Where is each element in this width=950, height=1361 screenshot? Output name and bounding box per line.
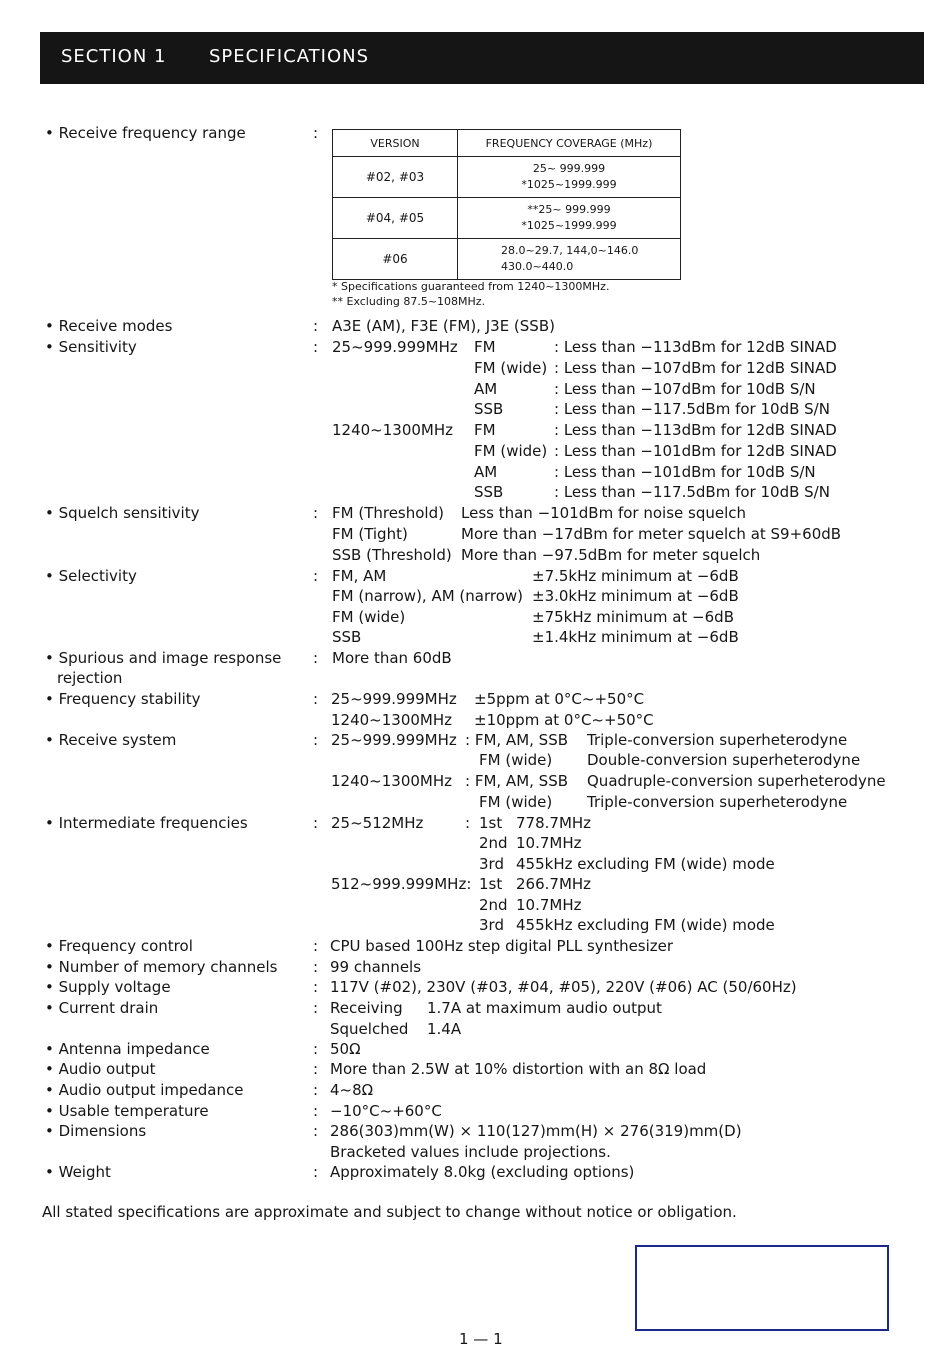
colon: : <box>313 937 319 955</box>
spec-label-supply-voltage: • Supply voltage <box>45 978 171 996</box>
mode-label: FM (wide) <box>474 442 548 460</box>
spec-label-receive-modes: • Receive modes <box>45 317 173 335</box>
mode-label: FM (wide) <box>332 608 406 626</box>
table-row <box>333 239 681 280</box>
spec-value-dimensions: 286(303)mm(W) × 110(127)mm(H) × 276(319)mm(D) <box>330 1122 742 1140</box>
mode-label: SSB <box>332 628 362 646</box>
mode-label: AM <box>474 380 498 398</box>
section-title: SPECIFICATIONS <box>209 46 370 67</box>
spec-label-squelch: • Squelch sensitivity <box>45 504 200 522</box>
col-coverage-header: FREQUENCY COVERAGE (MHz) <box>458 130 681 157</box>
mode-label: FM (wide) <box>479 751 553 769</box>
current-mode-label: Squelched <box>330 1020 409 1038</box>
mode-label: SSB (Threshold) <box>332 546 452 564</box>
colon: : <box>313 317 319 335</box>
if-order: 1st <box>479 875 503 893</box>
current-value: 1.4A <box>427 1020 462 1038</box>
colon: : <box>313 649 319 667</box>
spec-label-audio-output: • Audio output <box>45 1060 156 1078</box>
colon: : <box>313 124 319 142</box>
colon: : <box>313 731 319 749</box>
mode-label: FM (wide) <box>474 359 548 377</box>
spec-value-weight: Approximately 8.0kg (excluding options) <box>330 1163 635 1181</box>
mode-label: FM, AM <box>332 567 387 585</box>
table-header-row <box>333 130 681 157</box>
colon: : <box>313 1163 319 1181</box>
band-label: 1240~1300MHz <box>331 772 453 790</box>
colon: : <box>313 1060 319 1078</box>
sensitivity-value: : Less than −101dBm for 10dB S/N <box>554 463 816 481</box>
receive-system-value: Triple-conversion superheterodyne <box>587 793 848 811</box>
band-label: 1240~1300MHz <box>332 421 454 439</box>
spec-label-antenna-impedance: • Antenna impedance <box>45 1040 210 1058</box>
spec-label-weight: • Weight <box>45 1163 111 1181</box>
coverage-cell <box>458 239 681 280</box>
spec-value-spurious: More than 60dB <box>332 649 452 667</box>
if-order: 2nd <box>479 896 508 914</box>
colon: : <box>313 958 319 976</box>
mode-label: SSB <box>474 400 504 418</box>
mode-label: FM (Threshold) <box>332 504 444 522</box>
receive-system-value: Double-conversion superheterodyne <box>587 751 861 769</box>
band-label: 1240~1300MHz <box>331 711 453 729</box>
spec-value-frequency-control: CPU based 100Hz step digital PLL synthesizer <box>330 937 674 955</box>
coverage-cell <box>458 198 681 239</box>
spec-label-receive-frequency-range: • Receive frequency range <box>45 124 246 142</box>
spec-label-audio-impedance: • Audio output impedance <box>45 1081 244 1099</box>
sensitivity-value: : Less than −117.5dBm for 10dB S/N <box>554 400 830 418</box>
spec-value-receive-modes: A3E (AM), F3E (FM), J3E (SSB) <box>332 317 555 335</box>
colon: : <box>313 690 319 708</box>
mode-label: FM <box>474 421 496 439</box>
mode-label: FM (Tight) <box>332 525 408 543</box>
spec-label-receive-system: • Receive system <box>45 731 177 749</box>
if-value: 10.7MHz <box>516 896 582 914</box>
mode-label: AM <box>474 463 498 481</box>
stability-value: ±10ppm at 0°C~+50°C <box>474 711 654 729</box>
coverage-cell <box>458 157 681 198</box>
colon: : <box>313 567 319 585</box>
colon: : <box>313 504 319 522</box>
colon: : <box>313 338 319 356</box>
version-cell: #02, #03 <box>333 157 458 198</box>
if-value: 778.7MHz <box>516 814 592 832</box>
colon: : <box>313 1102 319 1120</box>
band-label: 512~999.999MHz: <box>331 875 472 893</box>
sensitivity-value: : Less than −101dBm for 12dB SINAD <box>554 442 837 460</box>
sensitivity-value: : Less than −113dBm for 12dB SINAD <box>554 421 837 439</box>
table-row <box>333 198 681 239</box>
band-label: 25~999.999MHz <box>331 690 457 708</box>
spec-value-supply-voltage: 117V (#02), 230V (#03, #04, #05), 220V (#06) AC (50/60Hz) <box>330 978 797 996</box>
frequency-coverage-table <box>332 129 681 280</box>
coverage-line: 430.0~440.0 <box>501 260 574 273</box>
colon: : <box>313 999 319 1017</box>
receive-system-value: Quadruple-conversion superheterodyne <box>587 772 886 790</box>
coverage-line: *1025~1999.999 <box>521 178 617 191</box>
spec-label-spurious-cont: rejection <box>57 669 123 687</box>
coverage-line: **25~ 999.999 <box>527 203 611 216</box>
sensitivity-value: : Less than −107dBm for 12dB SINAD <box>554 359 837 377</box>
table-note: ** Excluding 87.5~108MHz. <box>332 295 486 308</box>
section-header <box>40 32 924 84</box>
spec-value-dimensions-note: Bracketed values include projections. <box>330 1143 611 1161</box>
squelch-value: More than −97.5dBm for meter squelch <box>461 546 761 564</box>
sensitivity-value: : Less than −117.5dBm for 10dB S/N <box>554 483 830 501</box>
band-label: 25~999.999MHz <box>331 731 457 749</box>
spec-label-frequency-control: • Frequency control <box>45 937 193 955</box>
mode-label: FM (wide) <box>479 793 553 811</box>
squelch-value: More than −17dBm for meter squelch at S9+60dB <box>461 525 842 543</box>
sensitivity-value: : Less than −113dBm for 12dB SINAD <box>554 338 837 356</box>
spec-label-current-drain: • Current drain <box>45 999 159 1017</box>
if-order: 2nd <box>479 834 508 852</box>
selectivity-value: ±3.0kHz minimum at −6dB <box>532 587 739 605</box>
spec-label-spurious: • Spurious and image response <box>45 649 282 667</box>
mode-label: SSB <box>474 483 504 501</box>
coverage-line: 25~ 999.999 <box>532 162 606 175</box>
spec-label-selectivity: • Selectivity <box>45 567 137 585</box>
current-value: 1.7A at maximum audio output <box>427 999 662 1017</box>
spec-label-stability: • Frequency stability <box>45 690 201 708</box>
selectivity-value: ±1.4kHz minimum at −6dB <box>532 628 739 646</box>
footer-note: All stated specifications are approximate and subject to change without notice or obligation. <box>42 1203 737 1221</box>
spec-label-if: • Intermediate frequencies <box>45 814 248 832</box>
if-value: 455kHz excluding FM (wide) mode <box>516 855 775 873</box>
spec-label-dimensions: • Dimensions <box>45 1122 147 1140</box>
version-cell: #04, #05 <box>333 198 458 239</box>
colon: : <box>313 1081 319 1099</box>
col-version-header: VERSION <box>333 130 458 157</box>
spec-label-memory-channels: • Number of memory channels <box>45 958 278 976</box>
if-value: 10.7MHz <box>516 834 582 852</box>
section-number: SECTION 1 <box>61 46 167 67</box>
stability-value: ±5ppm at 0°C~+50°C <box>474 690 645 708</box>
if-value: 266.7MHz <box>516 875 592 893</box>
colon: : <box>313 1122 319 1140</box>
band-colon: : <box>465 814 471 832</box>
mode-label: : FM, AM, SSB <box>465 772 569 790</box>
blank-box <box>635 1245 889 1331</box>
if-order: 1st <box>479 814 503 832</box>
mode-label: FM (narrow), AM (narrow) <box>332 587 524 605</box>
colon: : <box>313 1040 319 1058</box>
receive-system-value: Triple-conversion superheterodyne <box>587 731 848 749</box>
version-cell: #06 <box>333 239 458 280</box>
spec-value-memory-channels: 99 channels <box>330 958 422 976</box>
coverage-line: 28.0~29.7, 144,0~146.0 <box>501 244 639 257</box>
colon: : <box>313 978 319 996</box>
current-mode-label: Receiving <box>330 999 403 1017</box>
mode-label: FM <box>474 338 496 356</box>
spec-label-sensitivity: • Sensitivity <box>45 338 137 356</box>
squelch-value: Less than −101dBm for noise squelch <box>461 504 747 522</box>
table-row <box>333 157 681 198</box>
if-order: 3rd <box>479 855 504 873</box>
spec-value-audio-output: More than 2.5W at 10% distortion with an 8Ω load <box>330 1060 707 1078</box>
band-label: 25~512MHz <box>331 814 424 832</box>
spec-value-antenna-impedance: 50Ω <box>330 1040 361 1058</box>
band-label: 25~999.999MHz <box>332 338 458 356</box>
page-number: 1 — 1 <box>459 1330 503 1348</box>
if-value: 455kHz excluding FM (wide) mode <box>516 916 775 934</box>
selectivity-value: ±7.5kHz minimum at −6dB <box>532 567 739 585</box>
coverage-line: *1025~1999.999 <box>521 219 617 232</box>
selectivity-value: ±75kHz minimum at −6dB <box>532 608 734 626</box>
mode-label: : FM, AM, SSB <box>465 731 569 749</box>
sensitivity-value: : Less than −107dBm for 10dB S/N <box>554 380 816 398</box>
if-order: 3rd <box>479 916 504 934</box>
colon: : <box>313 814 319 832</box>
spec-value-audio-impedance: 4~8Ω <box>330 1081 374 1099</box>
table-note: * Specifications guaranteed from 1240~1300MHz. <box>332 280 610 293</box>
spec-label-usable-temperature: • Usable temperature <box>45 1102 209 1120</box>
spec-value-usable-temperature: −10°C~+60°C <box>330 1102 442 1120</box>
